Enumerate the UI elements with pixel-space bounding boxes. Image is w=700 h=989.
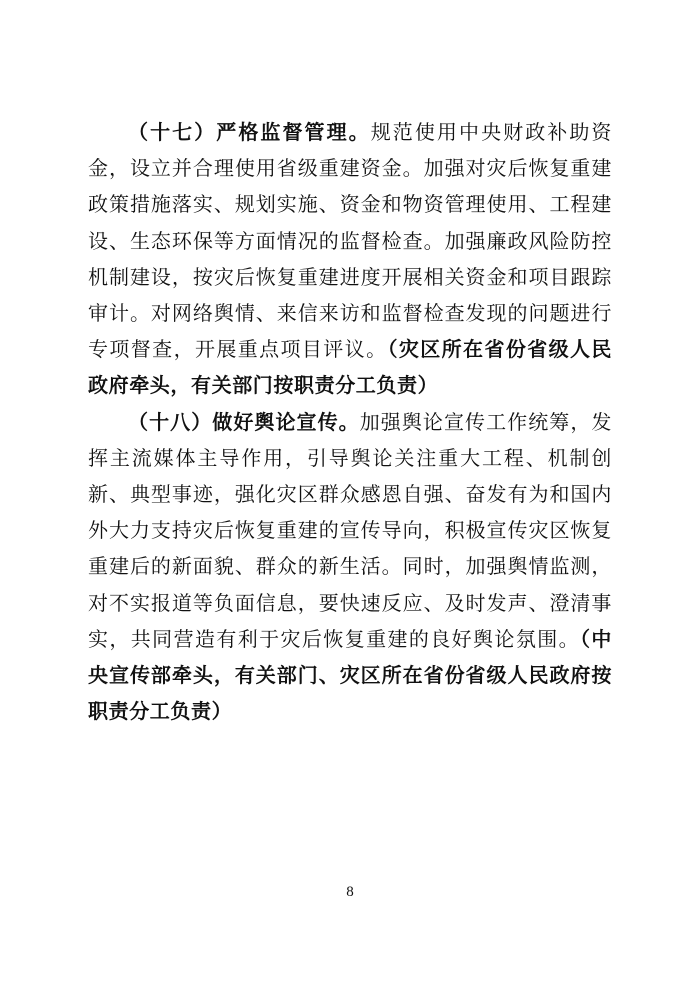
- paragraph-heading: （十八）做好舆论宣传。: [128, 409, 360, 434]
- paragraph-body: 加强舆论宣传工作统筹，发挥主流媒体主导作用，引导舆论关注重大工程、机制创新、典型事迹，强化灾区群众感恩自强、奋发有为和国内外大力支持灾后恢复重建的宣传导向，积极宣传灾区恢复重建后的新面貌、群众的新生活。同时，加强舆情监测，对不实报道等负面信息，要快速反应、及时发声、澄清事实，共同营造有利于灾后恢复重建的良好舆论氛围。: [88, 409, 612, 651]
- responsibility-note: （灾区所在省份省级人民政府牵头，有关部门按职责分工负责）: [88, 337, 612, 398]
- responsibility-note: （中央宣传部牵头，有关部门、灾区所在省份省级人民政府按职责分工负责）: [88, 626, 612, 724]
- paragraph-body: 规范使用中央财政补助资金，设立并合理使用省级重建资金。加强对灾后恢复重建政策措施落实、规划实施、资金和物资管理使用、工程建设、生态环保等方面情况的监督检查。加强廉政风险防控机制建设，按灾后恢复重建进度开展相关资金和项目跟踪审计。对网络舆情、来信来访和监督检查发现的问题进行专项督查，开展重点项目评议。: [88, 120, 612, 362]
- paragraph-public-opinion: [88, 404, 612, 730]
- page-number: 8: [346, 884, 354, 900]
- paragraph-strict-supervision: [88, 114, 612, 404]
- document-body: [88, 114, 612, 729]
- paragraph-heading: （十七）严格监督管理。: [128, 120, 371, 144]
